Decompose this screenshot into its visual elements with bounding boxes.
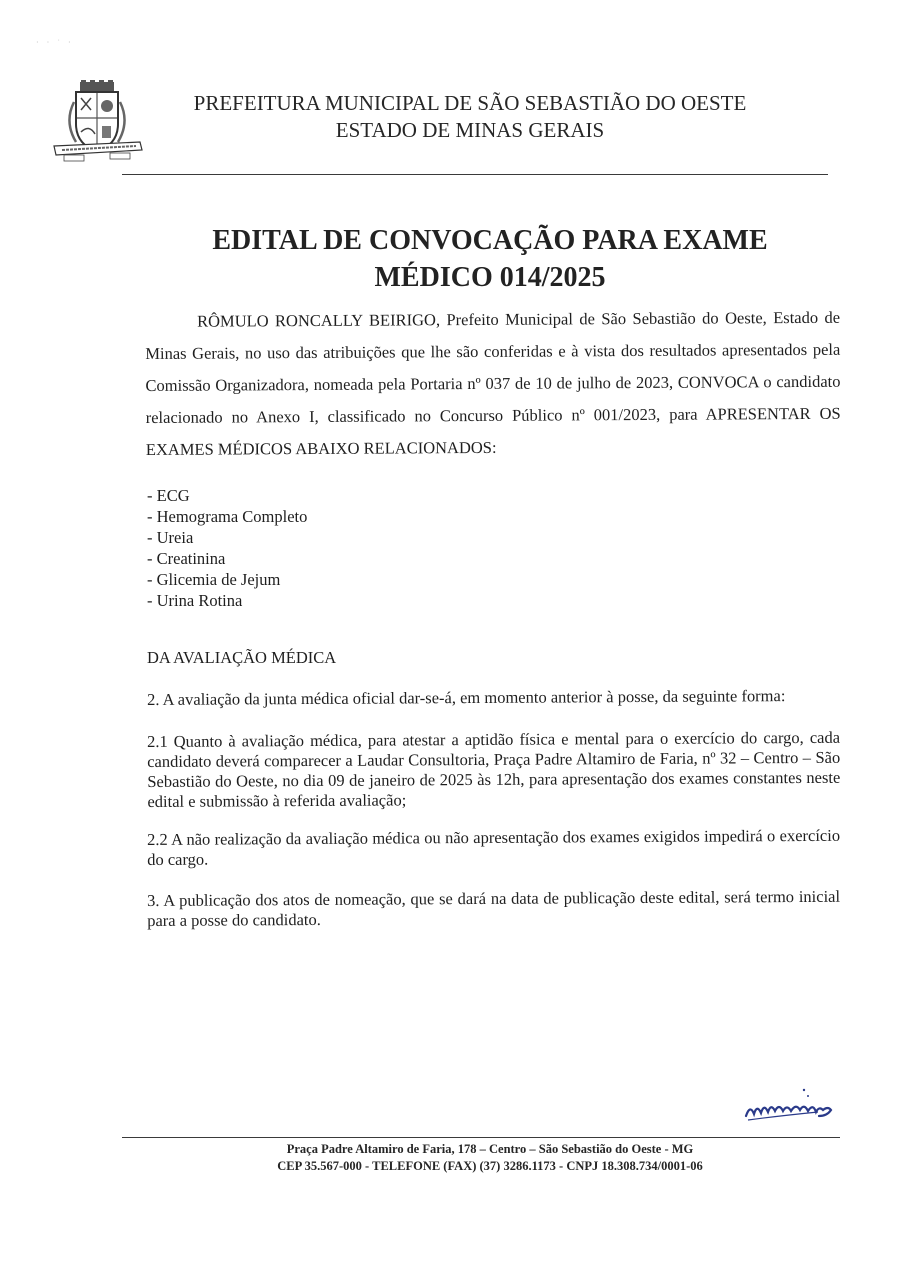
exam-list bbox=[147, 485, 307, 611]
header-divider bbox=[122, 174, 828, 175]
document-title bbox=[120, 222, 860, 296]
scan-noise: · · ˙ · bbox=[36, 38, 74, 47]
exam-item: - Hemograma Completo bbox=[147, 507, 308, 526]
footer bbox=[160, 1141, 820, 1175]
state-name: ESTADO DE MINAS GERAIS bbox=[335, 118, 605, 142]
letterhead bbox=[150, 90, 790, 144]
exam-item: - Glicemia de Jejum bbox=[147, 570, 281, 589]
exam-item: - Urina Rotina bbox=[147, 591, 243, 610]
signature-icon bbox=[742, 1082, 852, 1130]
exam-item: - ECG bbox=[147, 486, 190, 505]
section-heading: DA AVALIAÇÃO MÉDICA bbox=[147, 648, 337, 667]
paragraph-2-1: 2.1 Quanto à avaliação médica, para atestar a aptidão física e mental para o exercício do cargo, cada candidato deverá comparecer a Laudar Consultoria, Praça Padre Altamiro de Faria, nº 32 – Centro – São Sebastião do Oeste, no dia 09 de janeiro de 2025 às 12h, para apresentação dos exames constantes neste edital e submissão à referida avaliação; bbox=[147, 727, 841, 811]
footer-divider bbox=[122, 1137, 840, 1138]
paragraph-2-2: 2.2 A não realização da avaliação médica ou não apresentação dos exames exigidos impedirá o exercício do cargo. bbox=[147, 825, 841, 869]
municipality-name: PREFEITURA MUNICIPAL DE SÃO SEBASTIÃO DO OESTE bbox=[193, 91, 747, 115]
footer-address: Praça Padre Altamiro de Faria, 178 – Centro – São Sebastião do Oeste - MG bbox=[286, 1142, 694, 1156]
intro-text: RÔMULO RONCALLY BEIRIGO, Prefeito Municipal de São Sebastião do Oeste, Estado de Minas Gerais, no uso das atribuições que lhe são conferidas e à vista dos resultados apresentados pela Comissão Organizadora, nomeada pela Portaria nº 037 de 10 de julho de 2023, CONVOCA o candidato relacionado no Anexo I, classificado no Concurso Público nº 001/2023, para APRESENTAR OS EXAMES MÉDICOS ABAIXO RELACIONADOS: bbox=[145, 307, 841, 459]
municipal-crest-icon bbox=[50, 80, 145, 162]
title-line-2: MÉDICO 014/2025 bbox=[374, 262, 606, 293]
exam-item: - Creatinina bbox=[147, 549, 226, 568]
paragraph-3: 3. A publicação dos atos de nomeação, que se dará na data de publicação deste edital, será termo inicial para a posse do candidato. bbox=[147, 886, 841, 930]
intro-paragraph bbox=[145, 302, 841, 466]
title-line-1: EDITAL DE CONVOCAÇÃO PARA EXAME bbox=[212, 225, 768, 256]
paragraph-2: 2. A avaliação da junta médica oficial dar-se-á, em momento anterior à posse, da seguinte forma: bbox=[147, 686, 786, 709]
exam-item: - Ureia bbox=[147, 528, 194, 547]
footer-contact: CEP 35.567-000 - TELEFONE (FAX) (37) 3286.1173 - CNPJ 18.308.734/0001-06 bbox=[277, 1159, 703, 1173]
